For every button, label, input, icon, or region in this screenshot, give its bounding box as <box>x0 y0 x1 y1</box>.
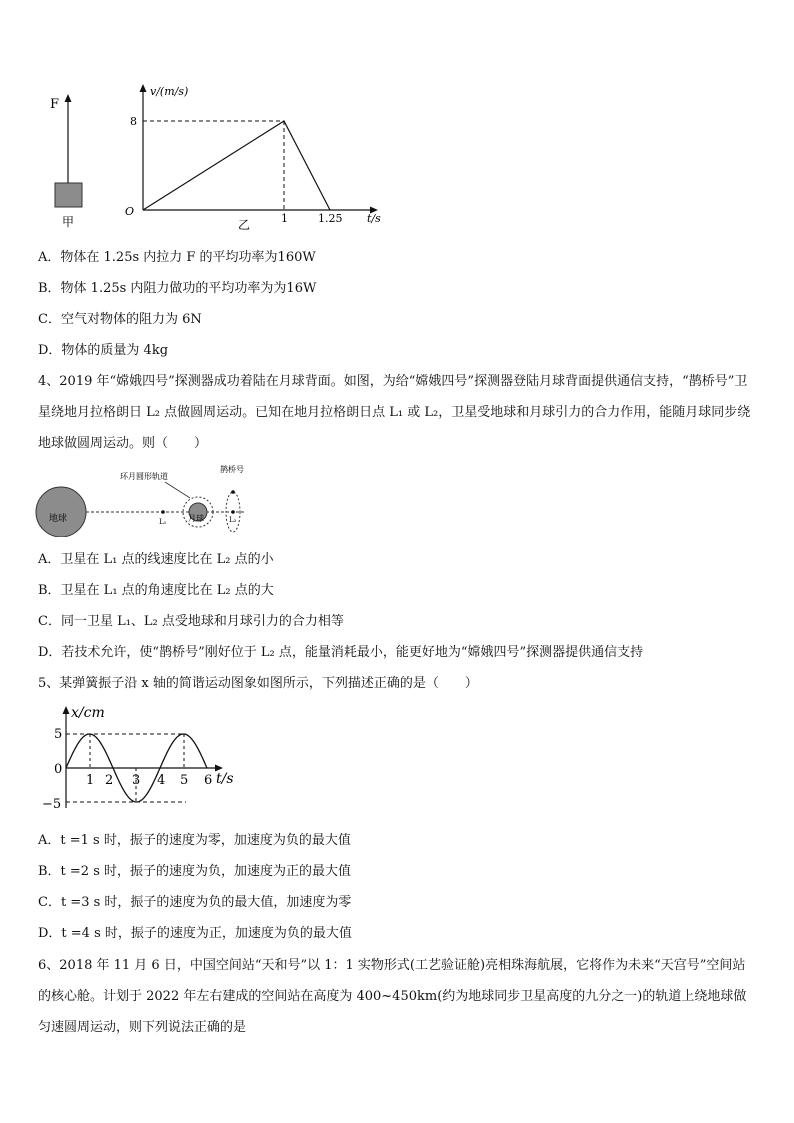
force-label: F <box>50 97 60 112</box>
t-axis-label: t/s <box>367 212 381 225</box>
q4-option-c: C．同一卫星 L₁、L₂ 点受地球和月球引力的合力相等 <box>38 614 344 629</box>
q4-option-d: D．若技术允许，使“鹊桥号”刚好位于 L₂ 点，能量消耗最小，能更好地为“嫦娥四号”探测器提供通信支持 <box>38 645 644 660</box>
t-tick-1: 1 <box>281 212 288 225</box>
earth-label: 地球 <box>49 514 68 524</box>
y-tick-5: 5 <box>54 727 63 742</box>
q5-option-d: D．t =4 s 时，振子的速度为正，加速度为负的最大值 <box>38 926 352 941</box>
y-axis-label: x/cm <box>71 705 105 721</box>
q4-option-a: A．卫星在 L₁ 点的线速度比在 L₂ 点的小 <box>38 552 274 567</box>
x-tick-1: 1 <box>86 773 95 788</box>
y-tick-0: 0 <box>54 762 63 777</box>
origin-label: O <box>125 205 135 218</box>
l2-point <box>231 510 235 514</box>
force-arrowhead <box>65 94 72 102</box>
x-tick-2: 2 <box>105 773 114 788</box>
t-tick-125: 1.25 <box>318 212 343 225</box>
earth <box>36 487 86 537</box>
q3-option-a: A．物体在 1.25s 内拉力 F 的平均功率为160W <box>38 250 316 265</box>
figure-shm-graph <box>38 700 258 815</box>
y-tick-neg5: −5 <box>42 797 62 812</box>
q5-option-a: A．t =1 s 时，振子的速度为零，加速度为负的最大值 <box>38 833 351 848</box>
l1-label: L₁ <box>159 518 167 526</box>
q3-option-b: B．物体 1.25s 内阻力做功的平均功率为为16W <box>38 281 317 296</box>
q5-option-c: C．t =3 s 时，振子的速度为负的最大值，加速度为零 <box>38 895 352 910</box>
v-tick-8: 8 <box>130 115 137 128</box>
figure-earth-moon <box>35 462 250 537</box>
x-axis-label: t/s <box>216 771 234 787</box>
block <box>55 183 82 207</box>
vt-curve <box>143 121 330 210</box>
x-tick-6: 6 <box>204 773 213 788</box>
label-jia: 甲 <box>62 215 75 229</box>
q3-option-c: C．空气对物体的阻力为 6N <box>38 312 202 327</box>
queqiao-satellite <box>231 490 235 494</box>
orbit-pointer <box>165 482 190 498</box>
q4-option-b: B．卫星在 L₁ 点的角速度比在 L₂ 点的大 <box>38 583 274 598</box>
orbit-label: 环月圆形轨道 <box>120 472 168 481</box>
l1-point <box>161 510 165 514</box>
queqiao-label: 鹊桥号 <box>220 465 244 474</box>
v-axis-label: v/(m/s) <box>150 85 189 98</box>
y-axis-arrow <box>63 706 70 714</box>
x-tick-5: 5 <box>180 773 189 788</box>
l2-label: L₂ <box>229 516 237 524</box>
x-tick-4: 4 <box>157 773 166 788</box>
x-tick-3: 3 <box>132 773 141 788</box>
v-axis-arrow <box>140 84 147 92</box>
figure-force-velocity <box>40 80 400 235</box>
q5-stem: 5、某弹簧振子沿 x 轴的简谐运动图象如图所示，下列描述正确的是（ ） <box>38 676 478 691</box>
moon-label: 月球 <box>188 514 204 523</box>
q6-stem: 6、2018 年 11 月 6 日，中国空间站“天和号”以 1：1 实物形式(工艺验证舱)亮相珠海航展，它将作为未来“天宫号”空间站的核心舱。计划于 2022 年左右建成的空间站在高度为 400~450km(约为地球同步卫星高度的九分之一)的轨道上绕地球做匀速圆周运动，则下列说法正确的是 <box>38 958 747 1035</box>
q4-stem: 4、2019 年“嫦娥四号”探测器成功着陆在月球背面。如图，为给“嫦娥四号”探测器登陆月球背面提供通信支持，“鹊桥号”卫星绕地月拉格朗日 L₂ 点做圆周运动。已知在地月拉格朗日点 L₁ 或 L₂，卫星受地球和月球引力的合力作用，能随月球同步绕地球做圆周运动。则（ ） <box>38 374 751 451</box>
q5-option-b: B．t =2 s 时，振子的速度为负，加速度为正的最大值 <box>38 864 352 879</box>
label-yi: 乙 <box>238 218 251 232</box>
q3-option-d: D．物体的质量为 4kg <box>38 343 169 358</box>
